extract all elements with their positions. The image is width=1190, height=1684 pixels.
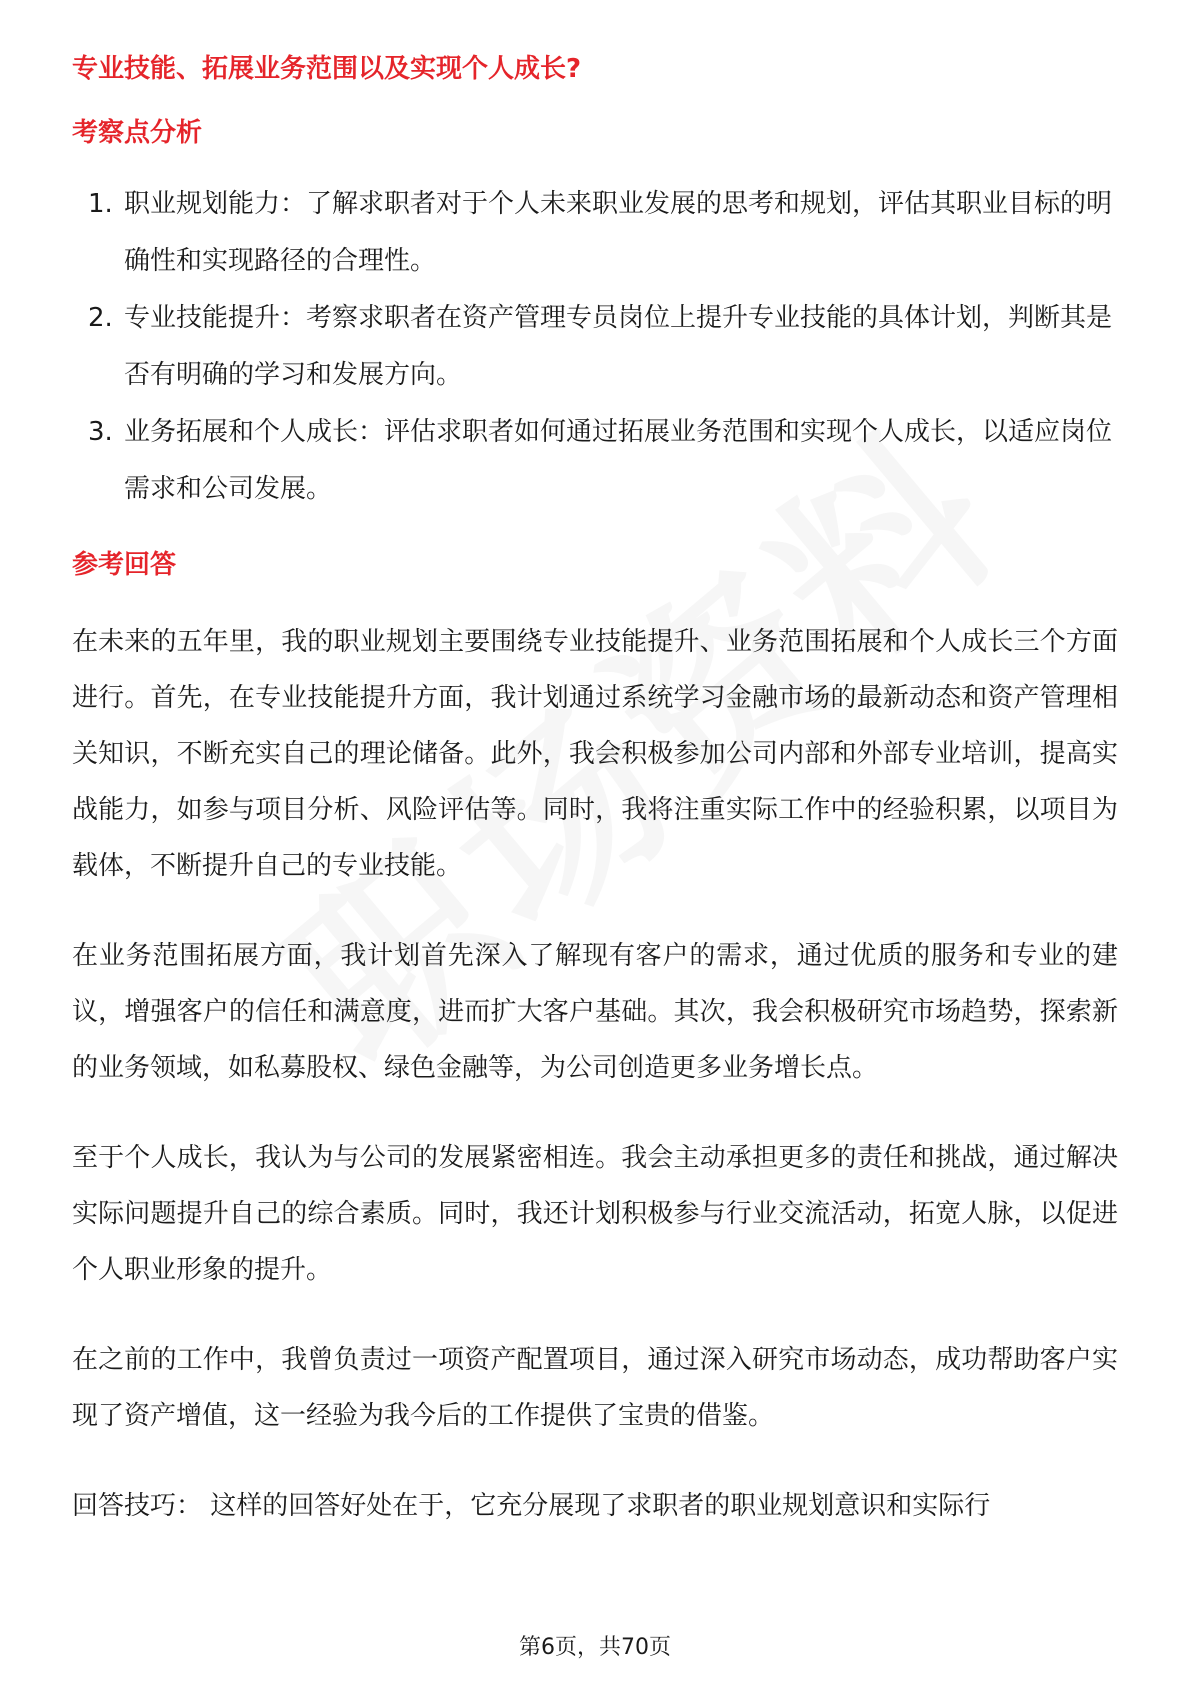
analysis-item-number: 2. (88, 303, 113, 333)
answer-paragraph: 在之前的工作中，我曾负责过一项资产配置项目，通过深入研究市场动态，成功帮助客户实现了资产增值，这一经验为我今后的工作提供了宝贵的借鉴。 (72, 1345, 1118, 1431)
analysis-item (72, 404, 1118, 518)
analysis-item-number: 3. (88, 417, 113, 447)
analysis-item-text: 业务拓展和个人成长：评估求职者如何通过拓展业务范围和实现个人成长，以适应岗位需求和公司发展。 (124, 417, 1113, 504)
page-content (72, 52, 1118, 1568)
analysis-heading: 考察点分析 (72, 118, 203, 148)
analysis-list (72, 176, 1118, 518)
analysis-item-text: 职业规划能力：了解求职者对于个人未来职业发展的思考和规划，评估其职业目标的明确性和实现路径的合理性。 (124, 189, 1113, 276)
analysis-item-text: 专业技能提升：考察求职者在资产管理专员岗位上提升专业技能的具体计划，判断其是否有明确的学习和发展方向。 (124, 303, 1113, 390)
answer-tips-paragraph: 回答技巧： 这样的回答好处在于，它充分展现了求职者的职业规划意识和实际行 (72, 1491, 991, 1521)
analysis-item (72, 290, 1118, 404)
answer-paragraph: 在未来的五年里，我的职业规划主要围绕专业技能提升、业务范围拓展和个人成长三个方面进行。首先，在专业技能提升方面，我计划通过系统学习金融市场的最新动态和资产管理相关知识，不断充实自己的理论储备。此外，我会积极参加公司内部和外部专业培训，提高实战能力，如参与项目分析、风险评估等。同时，我将注重实际工作中的经验积累，以项目为载体，不断提升自己的专业技能。 (72, 627, 1118, 881)
page-number-footer: 第6页，共70页 (519, 1635, 671, 1660)
analysis-item (72, 176, 1118, 290)
answer-heading: 参考回答 (72, 550, 177, 580)
answer-paragraph: 在业务范围拓展方面，我计划首先深入了解现有客户的需求，通过优质的服务和专业的建议，增强客户的信任和满意度，进而扩大客户基础。其次，我会积极研究市场趋势，探索新的业务领域，如私募股权、绿色金融等，为公司创造更多业务增长点。 (72, 941, 1118, 1083)
analysis-item-number: 1. (88, 189, 113, 219)
answer-paragraph: 至于个人成长，我认为与公司的发展紧密相连。我会主动承担更多的责任和挑战，通过解决实际问题提升自己的综合素质。同时，我还计划积极参与行业交流活动，拓宽人脉，以促进个人职业形象的提升。 (72, 1143, 1118, 1285)
question-title: 专业技能、拓展业务范围以及实现个人成长? (72, 54, 582, 84)
